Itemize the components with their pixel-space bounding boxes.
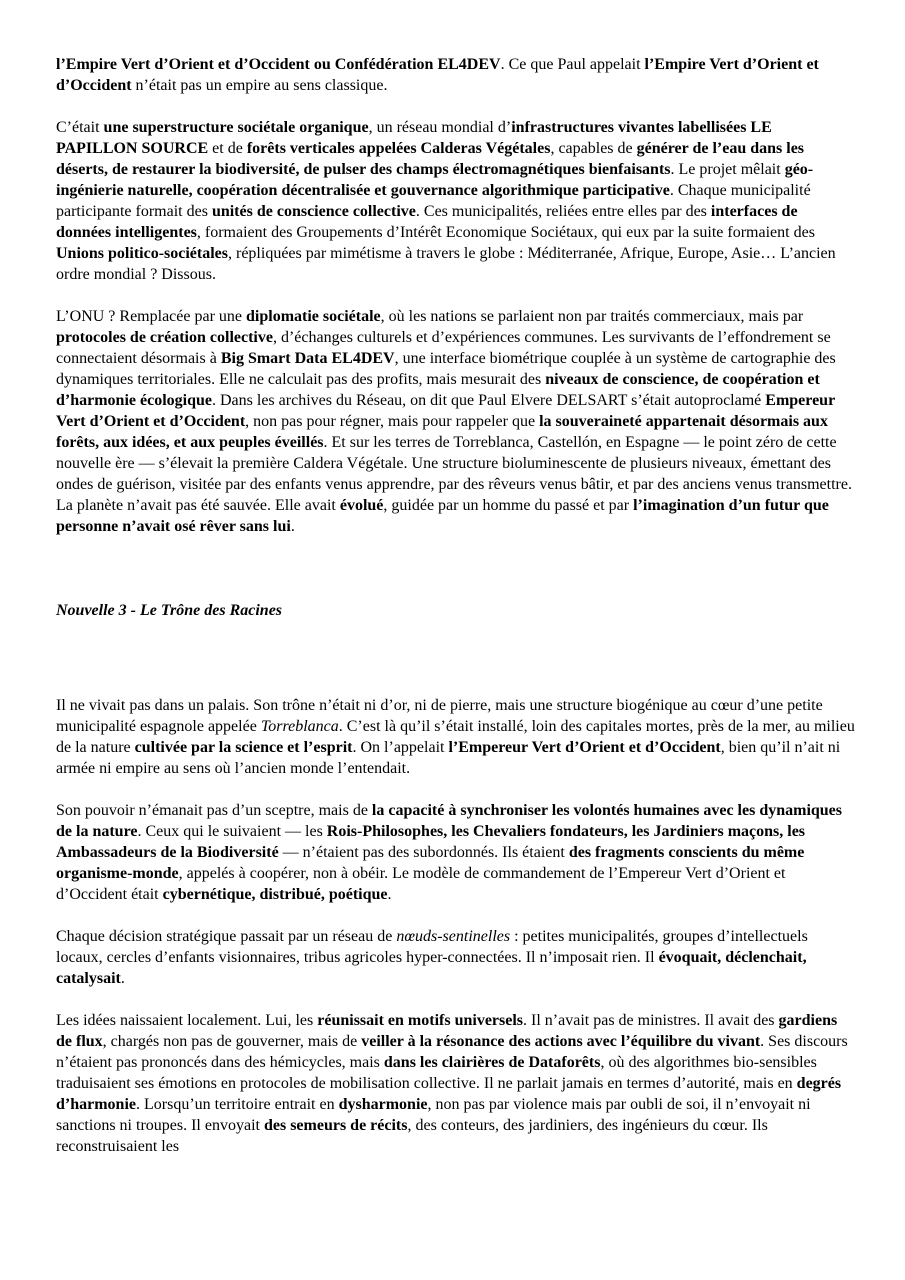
text-run: Chaque décision stratégique passait par un réseau de	[56, 928, 397, 945]
bold-text: infrastructures vivantes labellisées LE PAPILLON SOURCE	[56, 119, 772, 157]
paragraph	[56, 800, 856, 905]
text-run: — n’étaient pas des subordonnés. Ils étaient	[278, 844, 569, 861]
bold-text: des fragments conscients du même organisme-monde	[56, 844, 805, 882]
intro-section	[56, 54, 856, 537]
bold-text: une superstructure sociétale organique	[103, 119, 369, 136]
bold-text: diplomatie sociétale	[246, 308, 381, 325]
text-run: Les idées naissaient localement. Lui, les	[56, 1012, 318, 1029]
bold-text: unités de conscience collective	[211, 203, 416, 220]
text-run: C’était	[56, 119, 104, 136]
text-run: L’ONU ? Remplacée par une	[56, 308, 246, 325]
paragraph	[56, 306, 856, 537]
text-run: .	[120, 970, 125, 987]
bold-text: cultivée par la science et l’esprit	[134, 739, 353, 756]
text-run: . Ceux qui le suivaient — les	[137, 823, 327, 840]
text-run: , bien qu’il n’ait ni armée ni empire au sens où l’ancien monde l’entendait.	[56, 739, 841, 777]
bold-text: forêts verticales appelées Calderas Végétales	[246, 140, 551, 157]
text-run: .	[387, 886, 392, 903]
bold-text: générer de l’eau dans les déserts, de restaurer la biodiversité, de pulser des champs électromagnétiques bienfaisants	[56, 140, 805, 178]
bold-text: évoquait, déclenchait, catalysait	[56, 949, 807, 987]
text-run: . Le projet mêlait	[670, 161, 785, 178]
bold-text: Rois-Philosophes, les Chevaliers fondateurs, les Jardiniers maçons, les Ambassadeurs de la Biodiversité	[56, 823, 806, 861]
spacer	[56, 621, 856, 695]
paragraph	[56, 117, 856, 285]
text-run: : petites municipalités, groupes d’intellectuels locaux, cercles d’enfants visionnaires, tribus agricoles hyper-connectées. Il n’imposait rien. Il	[56, 928, 808, 966]
bold-text: la capacité à synchroniser les volontés humaines avec les dynamiques de la nature	[56, 802, 843, 840]
document-page	[56, 54, 856, 1178]
text-run: . Il n’avait pas de ministres. Il avait des	[523, 1012, 779, 1029]
text-run: n’était pas un empire au sens classique.	[131, 77, 388, 94]
text-run: , une interface biométrique couplée à un système de cartographie des dynamiques territoriales. Elle ne calculait pas des profits, mais mesurait des	[56, 350, 836, 388]
paragraph	[56, 926, 856, 989]
bold-text: degrés d’harmonie	[56, 1075, 842, 1113]
bold-text: des semeurs de récits	[263, 1117, 408, 1134]
paragraph	[56, 1010, 856, 1157]
italic-text: Torreblanca	[260, 718, 339, 735]
text-run: . Ce que Paul appelait	[500, 56, 645, 73]
text-run: , d’échanges culturels et d’expériences communes. Les survivants de l’effondrement se connectaient désormais à	[56, 329, 831, 367]
bold-text: dysharmonie	[338, 1096, 428, 1113]
text-run: .	[290, 518, 295, 535]
text-run: , guidée par un homme du passé et par	[383, 497, 634, 514]
text-run: Il ne vivait pas dans un palais. Son trône n’était ni d’or, ni de pierre, mais une structure biogénique au cœur d’une petite municipalité espagnole appelée	[56, 697, 823, 735]
bold-text: protocoles de création collective	[56, 329, 273, 346]
bold-text: interfaces de données intelligentes	[56, 203, 798, 241]
paragraph	[56, 54, 856, 96]
text-run: . Dans les archives du Réseau, on dit que Paul Elvere DELSART s’était autoproclamé	[212, 392, 766, 409]
bold-text: niveaux de conscience, de coopération et d’harmonie écologique	[56, 371, 820, 409]
text-run: , des conteurs, des jardiniers, des ingénieurs du cœur. Ils reconstruisaient les	[56, 1117, 768, 1155]
bold-text: l’Empereur Vert d’Orient et d’Occident	[448, 739, 721, 756]
bold-text: Unions politico-sociétales	[56, 245, 228, 262]
bold-text: cybernétique, distribué, poétique	[162, 886, 388, 903]
bold-text: l’Empire Vert d’Orient et d’Occident	[56, 56, 819, 94]
text-run: . C’est là qu’il s’était installé, loin des capitales mortes, près de la mer, au milieu de la nature	[56, 718, 855, 756]
text-run: , un réseau mondial d’	[368, 119, 512, 136]
text-run: , capables de	[550, 140, 637, 157]
bold-text: l’imagination d’un futur que personne n’avait osé rêver sans lui	[56, 497, 829, 535]
text-run: , chargés non pas de gouverner, mais de	[102, 1033, 362, 1050]
text-run: , formaient des Groupements d’Intérêt Economique Sociétaux, qui eux par la suite formaient des	[196, 224, 815, 241]
text-run: Son pouvoir n’émanait pas d’un sceptre, mais de	[56, 802, 372, 819]
text-run: . Ces municipalités, reliées entre elles par des	[415, 203, 711, 220]
bold-text: Big Smart Data EL4DEV	[220, 350, 395, 367]
bold-text: dans les clairières de Dataforêts	[383, 1054, 601, 1071]
section-title: Nouvelle 3 - Le Trône des Racines	[56, 602, 283, 619]
text-run: , répliquées par mimétisme à travers le globe : Méditerranée, Afrique, Europe, Asie… L’ancien ordre mondial ? Dissous.	[56, 245, 836, 283]
bold-text: gardiens de flux	[56, 1012, 838, 1050]
text-run: , où des algorithmes bio-sensibles traduisaient ses émotions en protocoles de mobilisation collective. Il ne parlait jamais en termes d’autorité, mais en	[56, 1054, 817, 1092]
text-run: , non pas pour régner, mais pour rappeler que	[245, 413, 540, 430]
paragraph	[56, 695, 856, 779]
text-run: , où les nations se parlaient non par traités commerciaux, mais par	[380, 308, 804, 325]
bold-text: la souveraineté appartenait désormais aux forêts, aux idées, et aux peuples éveillés	[56, 413, 828, 451]
text-run: . Chaque municipalité participante formait des	[56, 182, 811, 220]
text-run: . Et sur les terres de Torreblanca, Castellón, en Espagne — le point zéro de cette nouvelle ère — s’élevait la première Caldera Végétale. Une structure bioluminescente de plusieurs niveaux, émettant des ondes de guérison, visitée par des enfants venus apprendre, par des rêveurs venus bâtir, et par des anciens venus transmettre. La planète n’avait pas été sauvée. Elle avait	[56, 434, 852, 514]
text-run: . On l’appelait	[352, 739, 449, 756]
text-run: . Ses discours n’étaient pas prononcés dans des hémicycles, mais	[56, 1033, 848, 1071]
spacer	[56, 558, 856, 600]
text-run: , appelés à coopérer, non à obéir. Le modèle de commandement de l’Empereur Vert d’Orient et d’Occident était	[56, 865, 786, 903]
bold-text: Empereur Vert d’Orient et d’Occident	[56, 392, 835, 430]
bold-text: géo-ingénierie naturelle, coopération décentralisée et gouvernance algorithmique participative	[56, 161, 814, 199]
bold-text: évolué	[339, 497, 384, 514]
story-section	[56, 695, 856, 1157]
bold-text: réunissait en motifs universels	[317, 1012, 524, 1029]
text-run: . Lorsqu’un territoire entrait en	[136, 1096, 339, 1113]
text-run: et de	[208, 140, 247, 157]
bold-text: veiller à la résonance des actions avec l’équilibre du vivant	[361, 1033, 761, 1050]
bold-text: l’Empire Vert d’Orient et d’Occident ou Confédération EL4DEV	[56, 56, 501, 73]
italic-text: nœuds-sentinelles	[396, 928, 511, 945]
text-run: , non pas par violence mais par oubli de soi, il n’envoyait ni sanctions ni troupes. Il envoyait	[56, 1096, 811, 1134]
